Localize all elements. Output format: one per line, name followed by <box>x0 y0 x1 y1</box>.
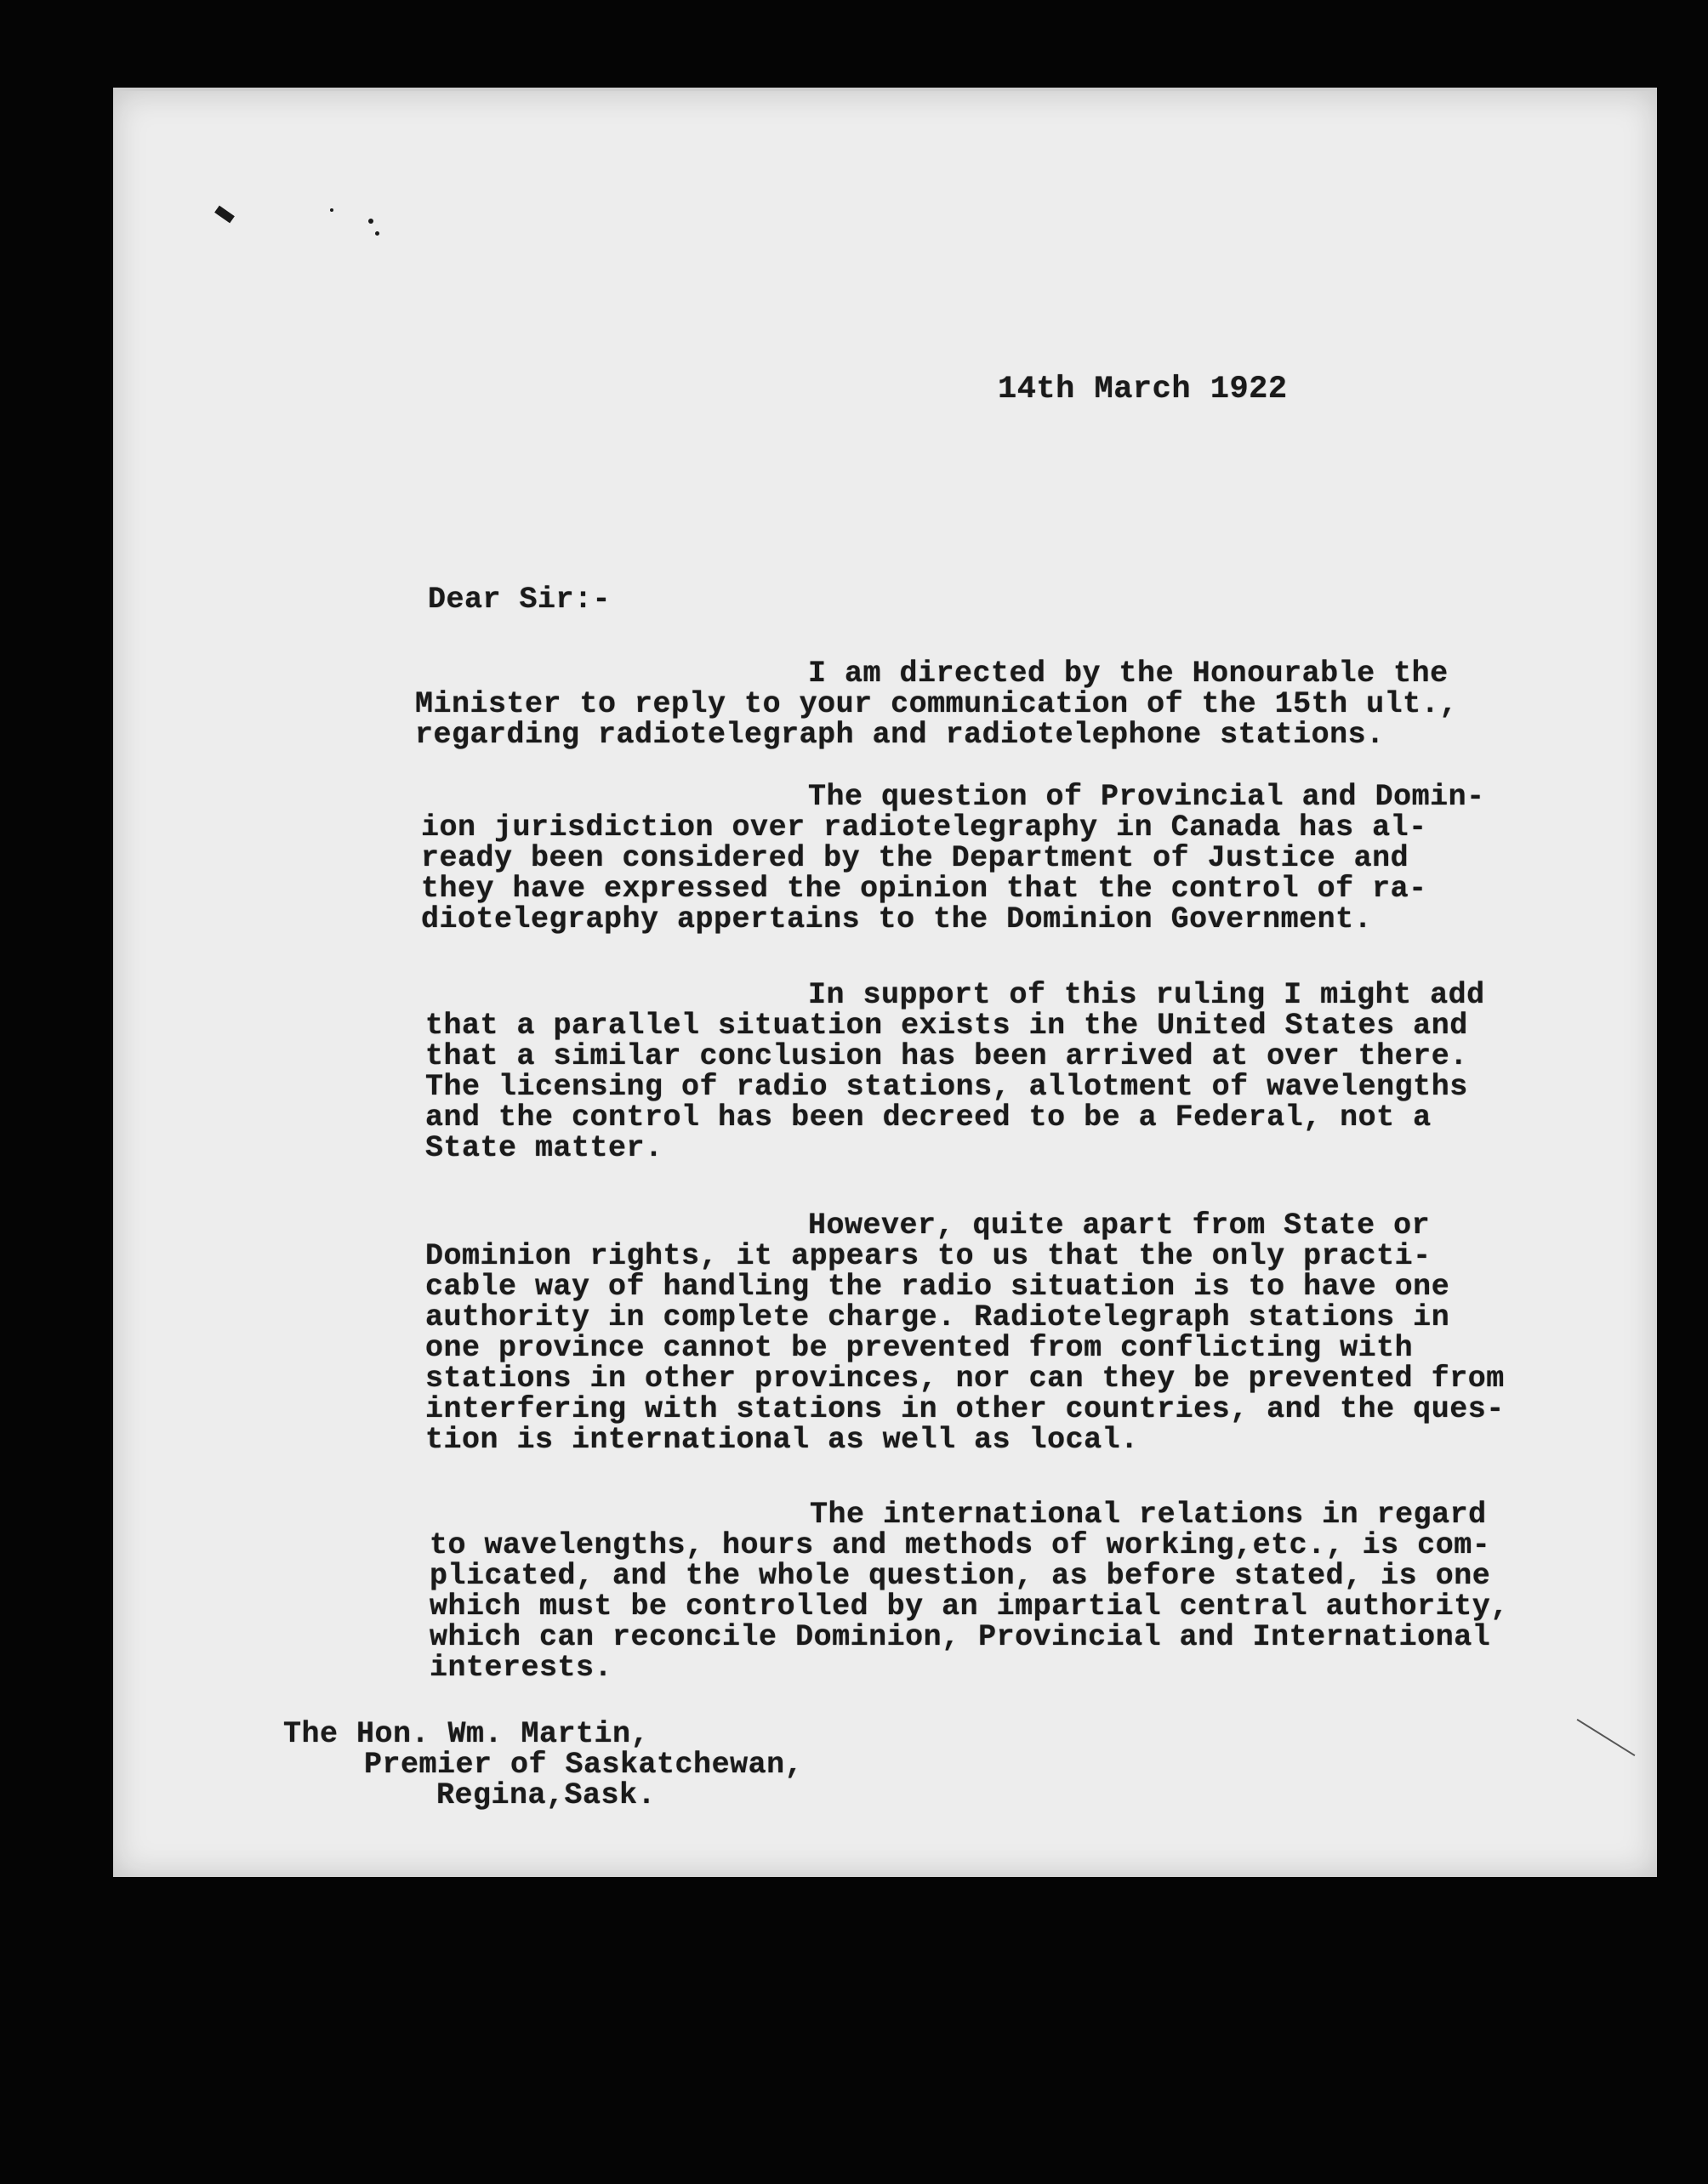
addressee-block <box>283 1717 804 1887</box>
paragraph-line: authority in complete charge. Radiotelegraph stations in <box>425 1300 1450 1334</box>
paragraph-line: that a similar conclusion has been arrived at over there. <box>425 1039 1468 1073</box>
paragraph-line: they have expressed the opinion that the control of ra- <box>421 872 1427 906</box>
paragraph-line: The licensing of radio stations, allotment of wavelengths <box>425 1070 1468 1104</box>
ink-speck <box>330 208 333 212</box>
paragraph-line: one province cannot be prevented from conflicting with <box>425 1331 1414 1365</box>
paragraph-line: However, quite apart from State or <box>808 1209 1431 1243</box>
paragraph-line: ready been considered by the Department of Justice and <box>421 841 1409 875</box>
paragraph-line: that a parallel situation exists in the United States and <box>425 1009 1468 1043</box>
paragraph-line: which can reconcile Dominion, Provincial and International <box>430 1620 1491 1654</box>
paragraph-line: cable way of handling the radio situation is to have one <box>425 1270 1450 1304</box>
paragraph-line: State matter. <box>425 1131 663 1165</box>
paragraph-line: interests. <box>430 1651 613 1685</box>
paragraph-line: I am directed by the Honourable the <box>808 657 1449 691</box>
addressee-location: Regina,Sask. <box>436 1778 657 1812</box>
letter-date: 14th March 1922 <box>998 372 1288 407</box>
paragraph-line: ion jurisdiction over radiotelegraphy in Canada has al- <box>421 810 1427 845</box>
paragraph-line: Minister to reply to your communication of the 15th ult., <box>415 687 1458 721</box>
ink-speck <box>368 219 373 224</box>
paragraph-line: which must be controlled by an impartial central authority, <box>430 1590 1509 1624</box>
paragraph-line: In support of this ruling I might add <box>808 978 1485 1012</box>
paragraph-line: tion is international as well as local. <box>425 1423 1139 1457</box>
ink-mark <box>214 206 235 224</box>
paragraph-line: The international relations in regard <box>810 1498 1487 1532</box>
paragraph-line: diotelegraphy appertains to the Dominion Government. <box>421 902 1373 936</box>
paragraph-line: and the control has been decreed to be a Federal, not a <box>425 1101 1432 1135</box>
paragraph-line: stations in other provinces, nor can they be prevented from <box>425 1362 1505 1396</box>
paragraph-line: The question of Provincial and Domin- <box>808 780 1485 814</box>
ink-speck <box>375 231 379 236</box>
paragraph-line: to wavelengths, hours and methods of working,etc., is com- <box>430 1528 1491 1562</box>
addressee-name: The Hon. Wm. Martin, <box>283 1717 650 1751</box>
pencil-stroke <box>1577 1719 1636 1756</box>
addressee-title: Premier of Saskatchewan, <box>364 1748 804 1782</box>
paragraph-line: Dominion rights, it appears to us that the only practi- <box>425 1239 1432 1273</box>
salutation: Dear Sir:- <box>428 583 612 617</box>
letter-page <box>113 88 1657 1877</box>
paragraph-line: interfering with stations in other countries, and the ques- <box>425 1392 1505 1426</box>
paragraph-line: plicated, and the whole question, as before stated, is one <box>430 1559 1491 1593</box>
paragraph-line: regarding radiotelegraph and radiotelephone stations. <box>415 718 1385 752</box>
